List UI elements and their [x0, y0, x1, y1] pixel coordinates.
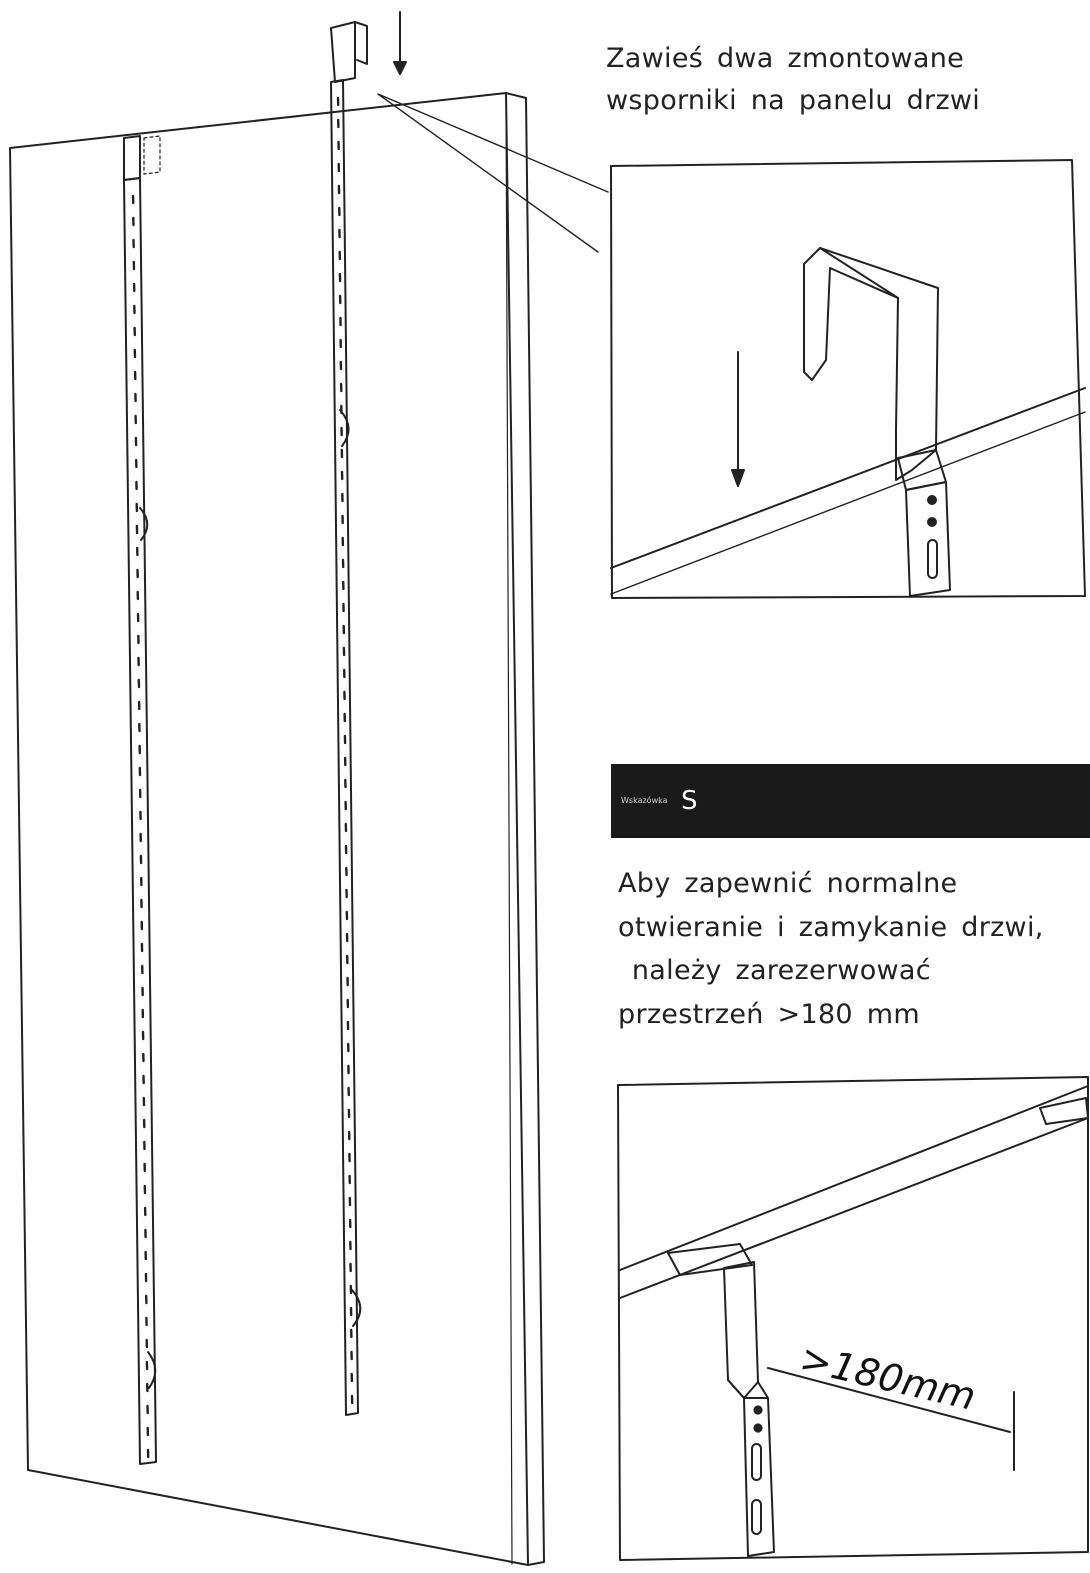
tips-banner [611, 764, 1090, 838]
down-arrow-icon [394, 12, 406, 74]
tip-caption [618, 862, 1044, 1037]
clearance-dimension-label: >180mm [795, 1335, 980, 1419]
tips-banner-big-text: S [681, 786, 698, 816]
tip-caption-line-2: otwieranie i zamykanie drzwi, [618, 911, 1044, 943]
tip-caption-line-3: należy zarezerwować [618, 955, 931, 987]
door-front-face [10, 93, 528, 1565]
tip-caption-line-1: Aby zapewnić normalne [618, 868, 958, 899]
detail-panel-hook [611, 160, 1085, 598]
step-caption [606, 38, 980, 122]
tip-caption-line-4: przestrzeń >180 mm [618, 999, 920, 1031]
tips-banner-small-text: Wskazówka [621, 796, 668, 805]
left-rail [124, 136, 160, 1464]
callout-lines [378, 94, 608, 252]
right-rail [331, 22, 367, 1415]
detail-panel-clearance [618, 1077, 1088, 1560]
step-caption-line-2: wsporniki na panelu drzwi [606, 84, 981, 116]
step-caption-line-1: Zawieś dwa zmontowane [606, 43, 965, 74]
left-rail-slots [133, 196, 148, 1457]
